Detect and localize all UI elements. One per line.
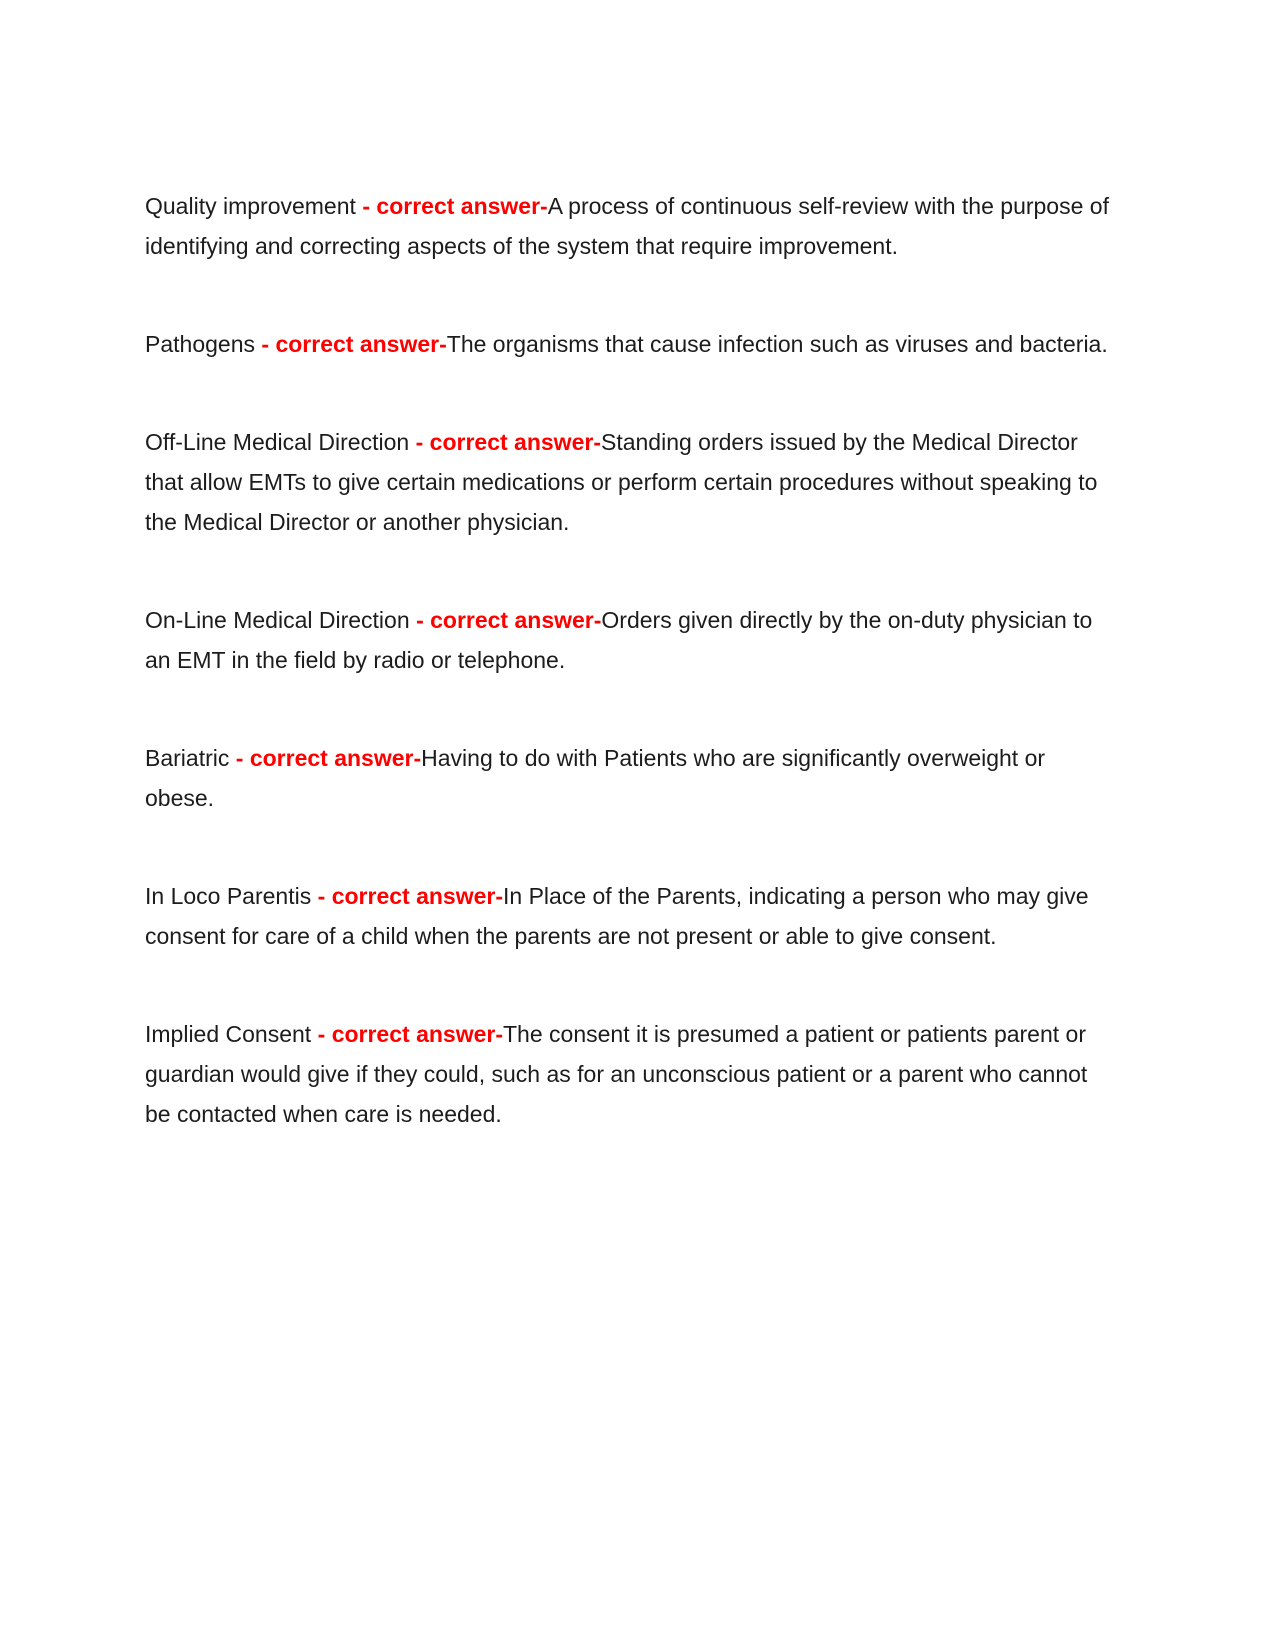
correct-answer-marker: - correct answer- xyxy=(317,883,504,909)
correct-answer-marker: - correct answer- xyxy=(362,193,548,219)
glossary-entry xyxy=(145,600,1110,680)
definition-text: A process of continuous self-review with the purpose of identifying and correcting aspects of the system that require improvement. xyxy=(145,193,1109,259)
glossary-entry xyxy=(145,738,1110,818)
definition-text: In Place of the Parents, indicating a person who may give consent for care of a child when the parents are not present or able to give consent. xyxy=(145,883,1089,949)
correct-answer-marker: - correct answer- xyxy=(261,331,447,357)
term-text: Off-Line Medical Direction xyxy=(145,429,410,455)
definition-text: Having to do with Patients who are significantly overweight or obese. xyxy=(145,745,1046,811)
term-text: Implied Consent xyxy=(145,1021,312,1047)
term-text: Pathogens xyxy=(145,331,255,357)
definition-text: Standing orders issued by the Medical Director that allow EMTs to give certain medications or perform certain procedures without speaking to the Medical Director or another physician. xyxy=(145,429,1098,535)
term-text: In Loco Parentis xyxy=(145,883,312,909)
definition-text: Orders given directly by the on-duty physician to an EMT in the field by radio or telephone. xyxy=(145,607,1093,673)
glossary-entry xyxy=(145,186,1110,266)
term-text: Quality improvement xyxy=(145,193,356,219)
correct-answer-marker: - correct answer- xyxy=(416,607,602,633)
term-text: On-Line Medical Direction xyxy=(145,607,410,633)
glossary-entry xyxy=(145,324,1110,364)
glossary-entry xyxy=(145,1014,1110,1134)
definition-text: The organisms that cause infection such as viruses and bacteria. xyxy=(446,331,1108,357)
correct-answer-marker: - correct answer- xyxy=(415,429,601,455)
correct-answer-marker: - correct answer- xyxy=(317,1021,503,1047)
definition-text: The consent it is presumed a patient or patients parent or guardian would give if they could, such as for an unconscious patient or a parent who cannot be contacted when care is needed. xyxy=(145,1021,1088,1127)
glossary-entry xyxy=(145,422,1110,542)
correct-answer-marker: - correct answer- xyxy=(235,745,422,771)
glossary-list xyxy=(145,186,1110,1134)
glossary-entry xyxy=(145,876,1110,956)
term-text: Bariatric xyxy=(145,745,230,771)
